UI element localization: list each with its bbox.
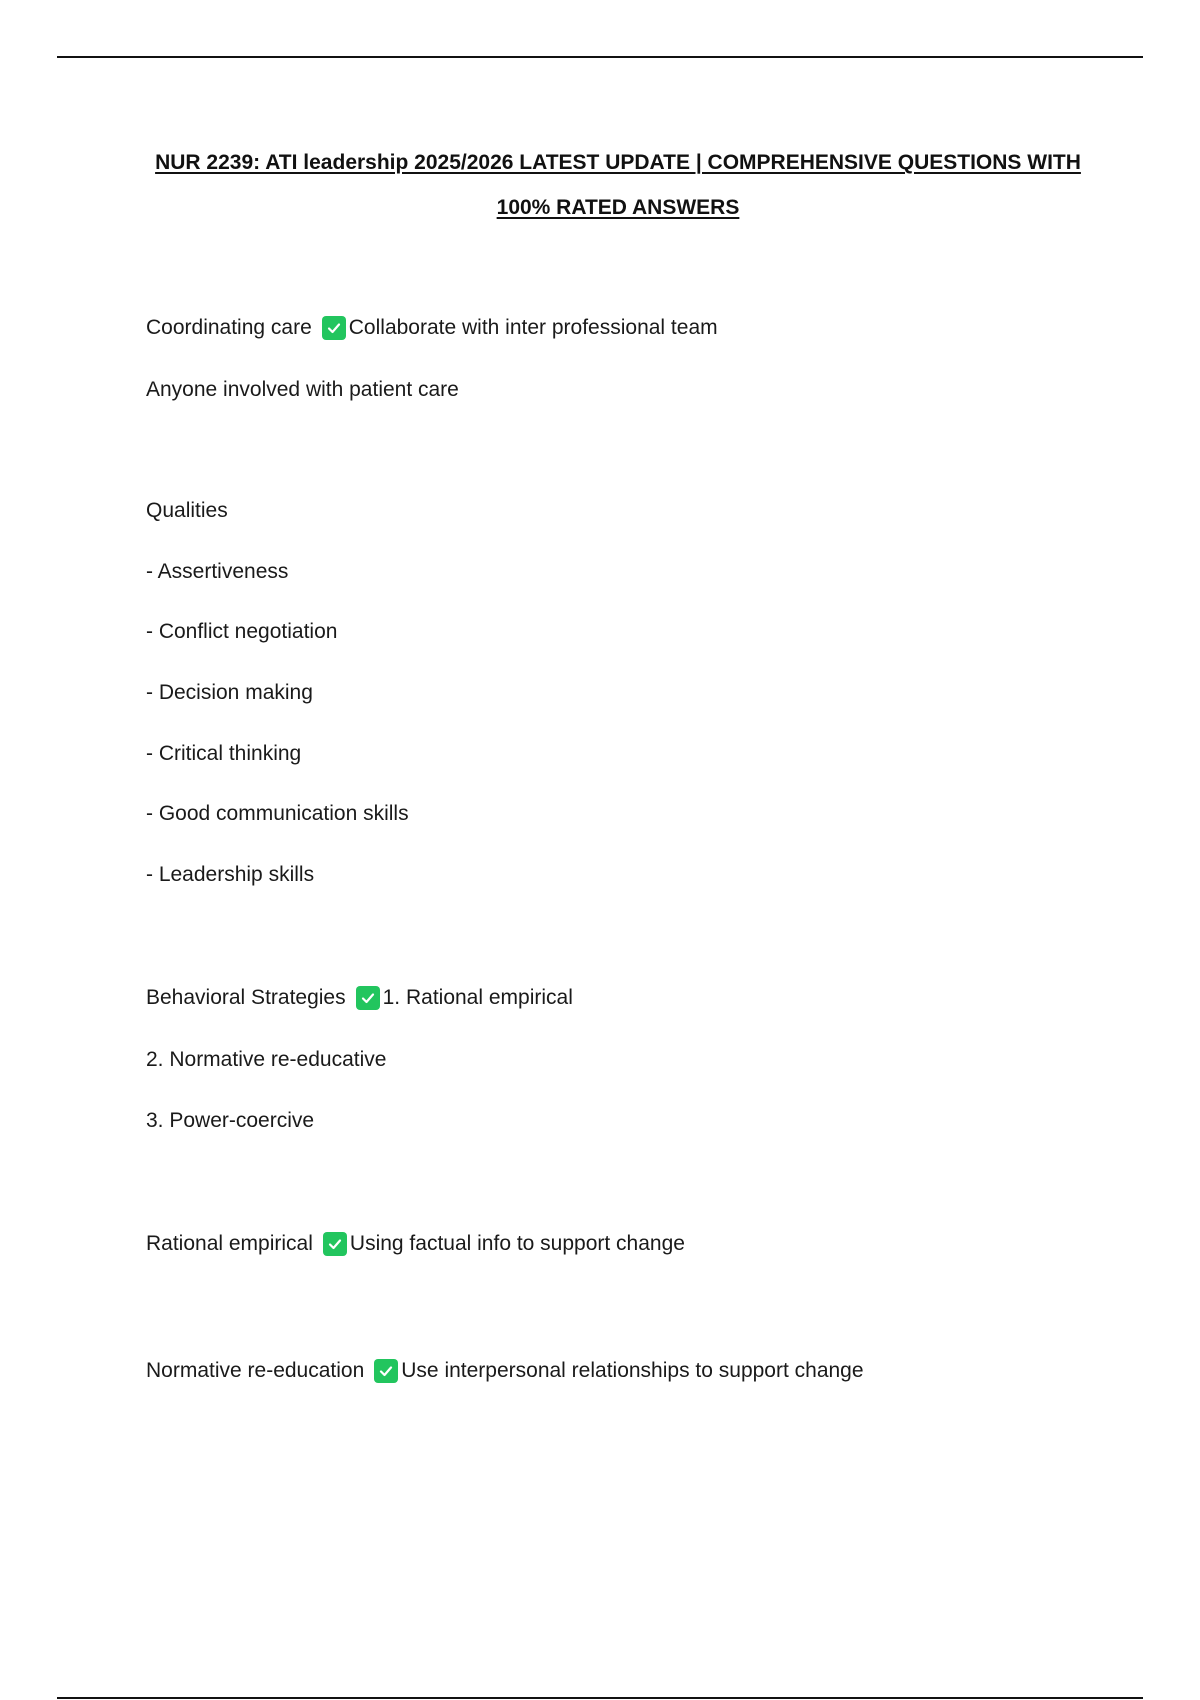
list-item: 3. Power-coercive <box>146 1109 315 1132</box>
check-mark-icon <box>374 1359 398 1383</box>
list-item: - Decision making <box>146 681 313 704</box>
title-line-2: 100% RATED ANSWERS <box>496 196 740 219</box>
title-line-1: NUR 2239: ATI leadership 2025/2026 LATEST UPDATE | COMPREHENSIVE QUESTIONS WITH <box>155 151 1081 174</box>
answer-normative-reeducation: Use interpersonal relationships to support change <box>401 1359 864 1382</box>
footer-rule <box>57 1697 1143 1699</box>
check-mark-icon <box>356 986 380 1010</box>
answer-behavioral-strategies: 1. Rational empirical <box>382 986 573 1009</box>
term-behavioral-strategies: Behavioral Strategies <box>146 986 346 1009</box>
list-item: 2. Normative re-educative <box>146 1048 387 1071</box>
header-rule <box>57 56 1143 58</box>
qa-behavioral-strategies <box>146 984 573 1012</box>
term-rational-empirical: Rational empirical <box>146 1232 313 1255</box>
answer-coordinating-care: Collaborate with inter professional team <box>348 316 718 339</box>
check-mark-icon <box>323 1232 347 1256</box>
qa-coordinating-care <box>146 314 718 342</box>
answer-rational-empirical: Using factual info to support change <box>349 1232 685 1255</box>
term-normative-reeducation: Normative re-education <box>146 1359 365 1382</box>
list-item: - Leadership skills <box>146 863 315 886</box>
qualities-heading: Qualities <box>146 499 228 522</box>
document-title <box>120 140 1116 230</box>
list-item: - Conflict negotiation <box>146 620 338 643</box>
qa-rational-empirical <box>146 1230 685 1258</box>
check-mark-icon <box>322 316 346 340</box>
list-item: - Good communication skills <box>146 802 409 825</box>
detail-coordinating-care: Anyone involved with patient care <box>146 378 459 401</box>
list-item: - Assertiveness <box>146 560 289 583</box>
term-coordinating-care: Coordinating care <box>146 316 312 339</box>
qa-normative-reeducation <box>146 1357 864 1385</box>
list-item: - Critical thinking <box>146 742 302 765</box>
